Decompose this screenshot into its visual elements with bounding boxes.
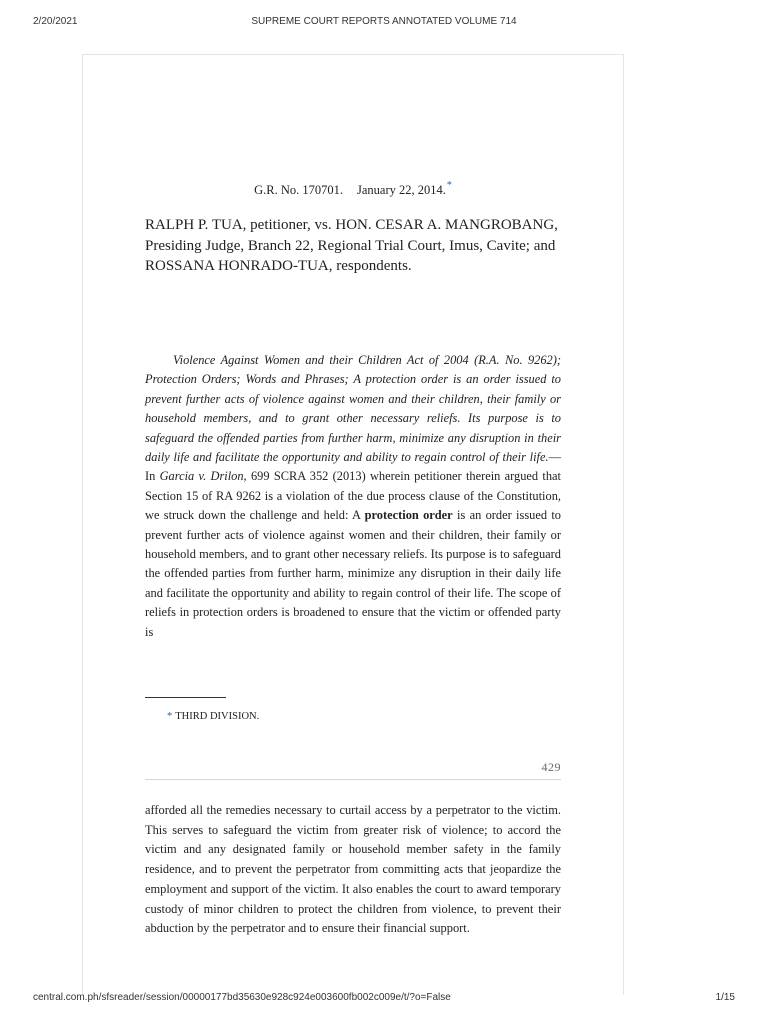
parties-line-3: ROSSANA HONRADO-TUA, respondents. xyxy=(145,258,412,274)
case-number-line xyxy=(83,180,623,198)
footnote-divider xyxy=(145,697,226,698)
footnote-marker: * xyxy=(167,711,173,722)
parties-line-1: RALPH P. TUA, petitioner, vs. HON. CESAR A. MANGROBANG, xyxy=(145,217,558,233)
parties-line-2: Presiding Judge, Branch 22, Regional Trial Court, Imus, Cavite; and xyxy=(145,237,556,254)
continuation-text xyxy=(145,801,561,939)
print-url: central.com.ph/sfsreader/session/00000177bd35630e928c924e003600fb002c009e/t/?o=False xyxy=(33,992,451,1003)
syllabus-dash: — xyxy=(548,450,561,465)
print-title: SUPREME COURT REPORTS ANNOTATED VOLUME 714 xyxy=(251,16,517,27)
print-footer xyxy=(0,992,768,1008)
case-citation: Garcia v. Drilon, xyxy=(159,469,247,484)
print-date: 2/20/2021 xyxy=(33,16,78,27)
syllabus-text-1: In xyxy=(145,469,160,484)
gr-number: G.R. No. 170701. xyxy=(254,183,344,197)
print-page-indicator: 1/15 xyxy=(715,992,735,1003)
footnote-link[interactable]: * xyxy=(446,180,452,191)
bold-term: protection order xyxy=(364,508,453,523)
syllabus-keywords: Violence Against Women and their Children Act of 2004 (R.A. No. 9262); Protection Orders; Words and Phrases; A protection order is an order issued to prevent further acts of violence against women and their children, their family or household members, and to grant other necessary reliefs. Its purpose is to safeguard the offended parties from further harm, minimize any disruption in their daily life and facilitate the opportunity and ability to regain control of their life. xyxy=(145,353,561,465)
document-page xyxy=(82,54,624,995)
syllabus-text-3: is an order issued to prevent further acts of violence against women and their children, their family or household members, and to grant other necessary reliefs. Its purpose is to safeguard the offended parties from further harm, minimize any disruption in their daily life and facilitate the opportunity and ability to regain control of their life. The scope of reliefs in protection orders is broadened to ensure that the victim or offended party is xyxy=(145,508,561,639)
print-header xyxy=(0,16,768,32)
case-parties xyxy=(145,215,561,277)
continuation-paragraph: afforded all the remedies necessary to curtail access by a perpetrator to the victim. This serves to safeguard the victim from greater risk of violence; to accord the victim and any designated family or household member safety in the family residence, and to prevent the perpetrator from committing acts that jeopardize the employment and support of the victim. It also enables the court to award temporary custody of minor children to protect the children from violence, to prevent their abduction by the perpetrator and to ensure their financial support. xyxy=(145,803,561,936)
page-divider xyxy=(145,779,561,780)
footnote-text: THIRD DIVISION. xyxy=(175,711,260,722)
syllabus-text-2: 699 SCRA 352 (2013) wherein petitioner therein argued that Section 15 of RA 9262 is a violation of the due process clause of the Constitution, we struck down the challenge and held: A xyxy=(145,469,561,523)
decision-date: January 22, 2014. xyxy=(357,183,446,197)
syllabus xyxy=(145,351,561,642)
syllabus-paragraph xyxy=(145,351,561,642)
footnote xyxy=(167,711,259,722)
page-number: 429 xyxy=(541,760,561,774)
